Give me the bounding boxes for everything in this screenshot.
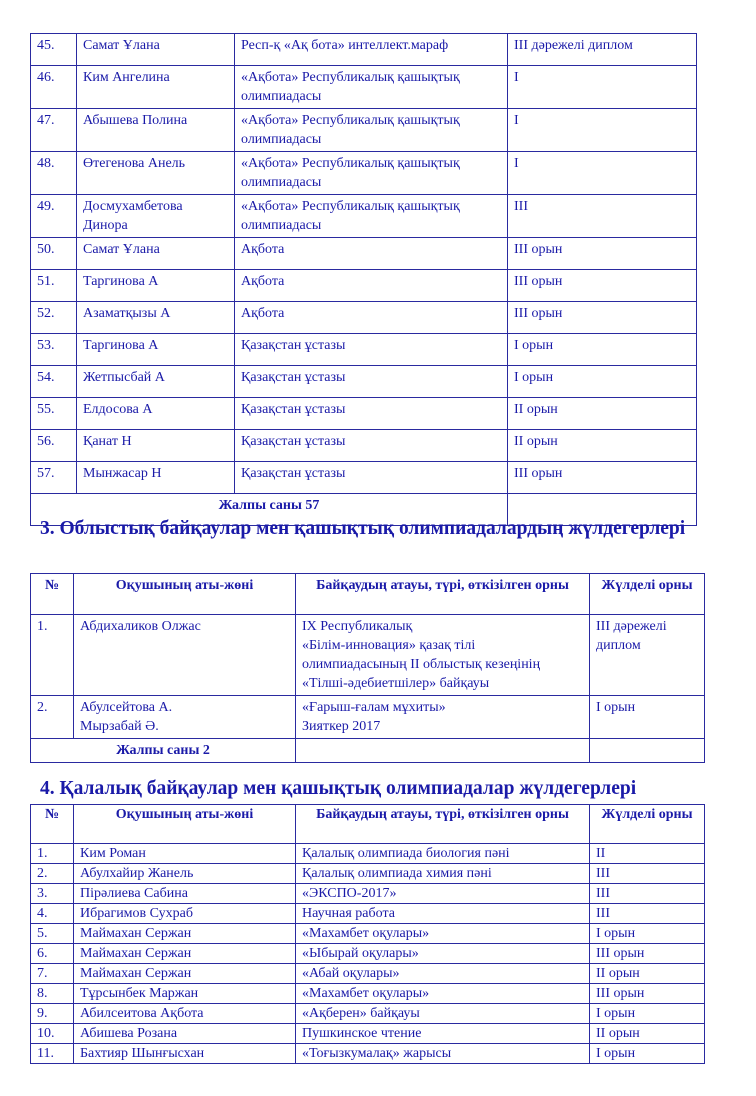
row-number: 45. bbox=[31, 34, 77, 66]
row-number: 49. bbox=[31, 195, 77, 238]
row-number: 11. bbox=[31, 1044, 74, 1064]
place: І bbox=[508, 109, 697, 152]
student-name: Ким Роман bbox=[74, 844, 296, 864]
table-row bbox=[31, 1044, 705, 1064]
table-row bbox=[31, 904, 705, 924]
table-row bbox=[31, 864, 705, 884]
table-row bbox=[31, 66, 697, 109]
table-row bbox=[31, 924, 705, 944]
event-name: Ақбота bbox=[235, 270, 508, 302]
event-name: «Махамбет оқулары» bbox=[296, 984, 590, 1004]
student-name: Самат Ұлана bbox=[77, 238, 235, 270]
place: ІІІ дәрежелі диплом bbox=[590, 615, 705, 696]
header-place: Жүлделі орны bbox=[590, 805, 705, 844]
place: І орын bbox=[508, 334, 697, 366]
place: І орын bbox=[508, 366, 697, 398]
table-row bbox=[31, 270, 697, 302]
row-number: 51. bbox=[31, 270, 77, 302]
student-name: Абышева Полина bbox=[77, 109, 235, 152]
row-number: 54. bbox=[31, 366, 77, 398]
header-number: № bbox=[31, 805, 74, 844]
student-name: Абулсейтова А. Мырзабай Ә. bbox=[74, 696, 296, 739]
place: ІІІ орын bbox=[508, 238, 697, 270]
place: ІІІ орын bbox=[590, 944, 705, 964]
event-name: «Ақбота» Республикалық қашықтық олимпиадасы bbox=[235, 109, 508, 152]
place: ІІІ bbox=[508, 195, 697, 238]
student-name: Бахтияр Шынғысхан bbox=[74, 1044, 296, 1064]
row-number: 4. bbox=[31, 904, 74, 924]
student-name: Маймахан Сержан bbox=[74, 924, 296, 944]
table-row bbox=[31, 964, 705, 984]
student-name: Тұрсынбек Маржан bbox=[74, 984, 296, 1004]
row-number: 57. bbox=[31, 462, 77, 494]
place: ІІ орын bbox=[590, 964, 705, 984]
header-student-name: Оқушының аты-жөні bbox=[74, 574, 296, 615]
student-name: Абулхайир Жанель bbox=[74, 864, 296, 884]
table-row bbox=[31, 884, 705, 904]
header-place: Жүлделі орны bbox=[590, 574, 705, 615]
table-row bbox=[31, 398, 697, 430]
row-number: 5. bbox=[31, 924, 74, 944]
event-name: Қазақстан ұстазы bbox=[235, 398, 508, 430]
event-name: Пушкинское чтение bbox=[296, 1024, 590, 1044]
row-number: 10. bbox=[31, 1024, 74, 1044]
student-name: Жетпысбай А bbox=[77, 366, 235, 398]
student-name: Маймахан Сержан bbox=[74, 944, 296, 964]
place: ІІІ дәрежелі диплом bbox=[508, 34, 697, 66]
place: ІІІ bbox=[590, 884, 705, 904]
student-name: Маймахан Сержан bbox=[74, 964, 296, 984]
place: ІІІ орын bbox=[508, 270, 697, 302]
table-row bbox=[31, 34, 697, 66]
student-name: Мынжасар Н bbox=[77, 462, 235, 494]
row-number: 3. bbox=[31, 884, 74, 904]
row-number: 48. bbox=[31, 152, 77, 195]
total-count: Жалпы саны 2 bbox=[31, 739, 296, 763]
table-row bbox=[31, 238, 697, 270]
event-name: Қазақстан ұстазы bbox=[235, 462, 508, 494]
event-name: «Ақберен» байқауы bbox=[296, 1004, 590, 1024]
event-name: «Ақбота» Республикалық қашықтық олимпиадасы bbox=[235, 152, 508, 195]
empty-cell bbox=[296, 739, 590, 763]
place: ІІІ орын bbox=[508, 302, 697, 334]
table-row bbox=[31, 462, 697, 494]
row-number: 8. bbox=[31, 984, 74, 1004]
student-name: Қанат Н bbox=[77, 430, 235, 462]
event-name: IX Республикалық «Білім-инновация» қазақ тілі олимпиадасының ІІ облыстық кезеңінің «Тілші-әдебиетшілер» байқауы bbox=[296, 615, 590, 696]
place: ІІІ bbox=[590, 904, 705, 924]
row-number: 46. bbox=[31, 66, 77, 109]
student-name: Азаматқызы А bbox=[77, 302, 235, 334]
student-name: Абилсеитова Ақбота bbox=[74, 1004, 296, 1024]
place: ІІІ bbox=[590, 864, 705, 884]
event-name: Қазақстан ұстазы bbox=[235, 334, 508, 366]
table-row bbox=[31, 1004, 705, 1024]
student-name: Абдихаликов Олжас bbox=[74, 615, 296, 696]
table-row bbox=[31, 334, 697, 366]
header-student-name: Оқушының аты-жөні bbox=[74, 805, 296, 844]
row-number: 9. bbox=[31, 1004, 74, 1024]
event-name: «Абай оқулары» bbox=[296, 964, 590, 984]
header-number: № bbox=[31, 574, 74, 615]
table-row bbox=[31, 366, 697, 398]
total-row bbox=[31, 739, 705, 763]
row-number: 2. bbox=[31, 696, 74, 739]
event-name: Научная работа bbox=[296, 904, 590, 924]
event-name: Қазақстан ұстазы bbox=[235, 366, 508, 398]
table-row bbox=[31, 302, 697, 334]
section-3-title: 3. Облыстық байқаулар мен қашықтық олимпиадалардың жүлдегерлері bbox=[40, 518, 686, 539]
table-row bbox=[31, 195, 697, 238]
event-name: Қазақстан ұстазы bbox=[235, 430, 508, 462]
table-header-row bbox=[31, 805, 705, 844]
table-row bbox=[31, 109, 697, 152]
event-name: «Махамбет оқулары» bbox=[296, 924, 590, 944]
table-row bbox=[31, 152, 697, 195]
place: ІІ bbox=[590, 844, 705, 864]
row-number: 6. bbox=[31, 944, 74, 964]
student-name: Самат Ұлана bbox=[77, 34, 235, 66]
place: І bbox=[508, 66, 697, 109]
city-winners-table bbox=[30, 804, 705, 1064]
student-name: Елдосова А bbox=[77, 398, 235, 430]
row-number: 52. bbox=[31, 302, 77, 334]
place: ІІ орын bbox=[508, 430, 697, 462]
table-row bbox=[31, 944, 705, 964]
table-row bbox=[31, 430, 697, 462]
place: І bbox=[508, 152, 697, 195]
table-row bbox=[31, 844, 705, 864]
event-name: «Ғарыш-ғалам мұхиты» Зияткер 2017 bbox=[296, 696, 590, 739]
place: І орын bbox=[590, 696, 705, 739]
row-number: 47. bbox=[31, 109, 77, 152]
header-event: Байқаудың атауы, түрі, өткізілген орны bbox=[296, 805, 590, 844]
row-number: 2. bbox=[31, 864, 74, 884]
table-row bbox=[31, 984, 705, 1004]
student-name: Өтегенова Анель bbox=[77, 152, 235, 195]
event-name: «Ақбота» Республикалық қашықтық олимпиадасы bbox=[235, 66, 508, 109]
header-event: Байқаудың атауы, түрі, өткізілген орны bbox=[296, 574, 590, 615]
place: І орын bbox=[590, 924, 705, 944]
student-name: Пірәлиева Сабина bbox=[74, 884, 296, 904]
row-number: 55. bbox=[31, 398, 77, 430]
event-name: Респ-қ «Ақ бота» интеллект.мараф bbox=[235, 34, 508, 66]
event-name: Ақбота bbox=[235, 238, 508, 270]
row-number: 1. bbox=[31, 844, 74, 864]
row-number: 50. bbox=[31, 238, 77, 270]
row-number: 53. bbox=[31, 334, 77, 366]
student-name: Таргинова А bbox=[77, 270, 235, 302]
place: ІІ орын bbox=[590, 1024, 705, 1044]
event-name: Қалалық олимпиада биология пәні bbox=[296, 844, 590, 864]
place: І орын bbox=[590, 1044, 705, 1064]
section-4-title: 4. Қалалық байқаулар мен қашықтық олимпиадалар жүлдегерлері bbox=[40, 778, 637, 799]
empty-cell bbox=[590, 739, 705, 763]
event-name: «ЭКСПО-2017» bbox=[296, 884, 590, 904]
table-row bbox=[31, 696, 705, 739]
event-name: Қалалық олимпиада химия пәні bbox=[296, 864, 590, 884]
event-name: «Ақбота» Республикалық қашықтық олимпиадасы bbox=[235, 195, 508, 238]
table-row bbox=[31, 1024, 705, 1044]
place: ІІІ орын bbox=[508, 462, 697, 494]
table-row bbox=[31, 615, 705, 696]
table-header-row bbox=[31, 574, 705, 615]
row-number: 1. bbox=[31, 615, 74, 696]
place: І орын bbox=[590, 1004, 705, 1024]
regional-winners-table bbox=[30, 573, 705, 763]
student-name: Ким Ангелина bbox=[77, 66, 235, 109]
winners-table-continued bbox=[30, 33, 697, 526]
total-count: Жалпы саны 57 bbox=[31, 494, 508, 526]
event-name: Ақбота bbox=[235, 302, 508, 334]
event-name: «Ыбырай оқулары» bbox=[296, 944, 590, 964]
row-number: 56. bbox=[31, 430, 77, 462]
student-name: Ибрагимов Сухраб bbox=[74, 904, 296, 924]
student-name: Досмухамбетова Динора bbox=[77, 195, 235, 238]
place: ІІІ орын bbox=[590, 984, 705, 1004]
row-number: 7. bbox=[31, 964, 74, 984]
student-name: Абишева Розана bbox=[74, 1024, 296, 1044]
place: ІІ орын bbox=[508, 398, 697, 430]
student-name: Таргинова А bbox=[77, 334, 235, 366]
event-name: «Тоғызкумалақ» жарысы bbox=[296, 1044, 590, 1064]
